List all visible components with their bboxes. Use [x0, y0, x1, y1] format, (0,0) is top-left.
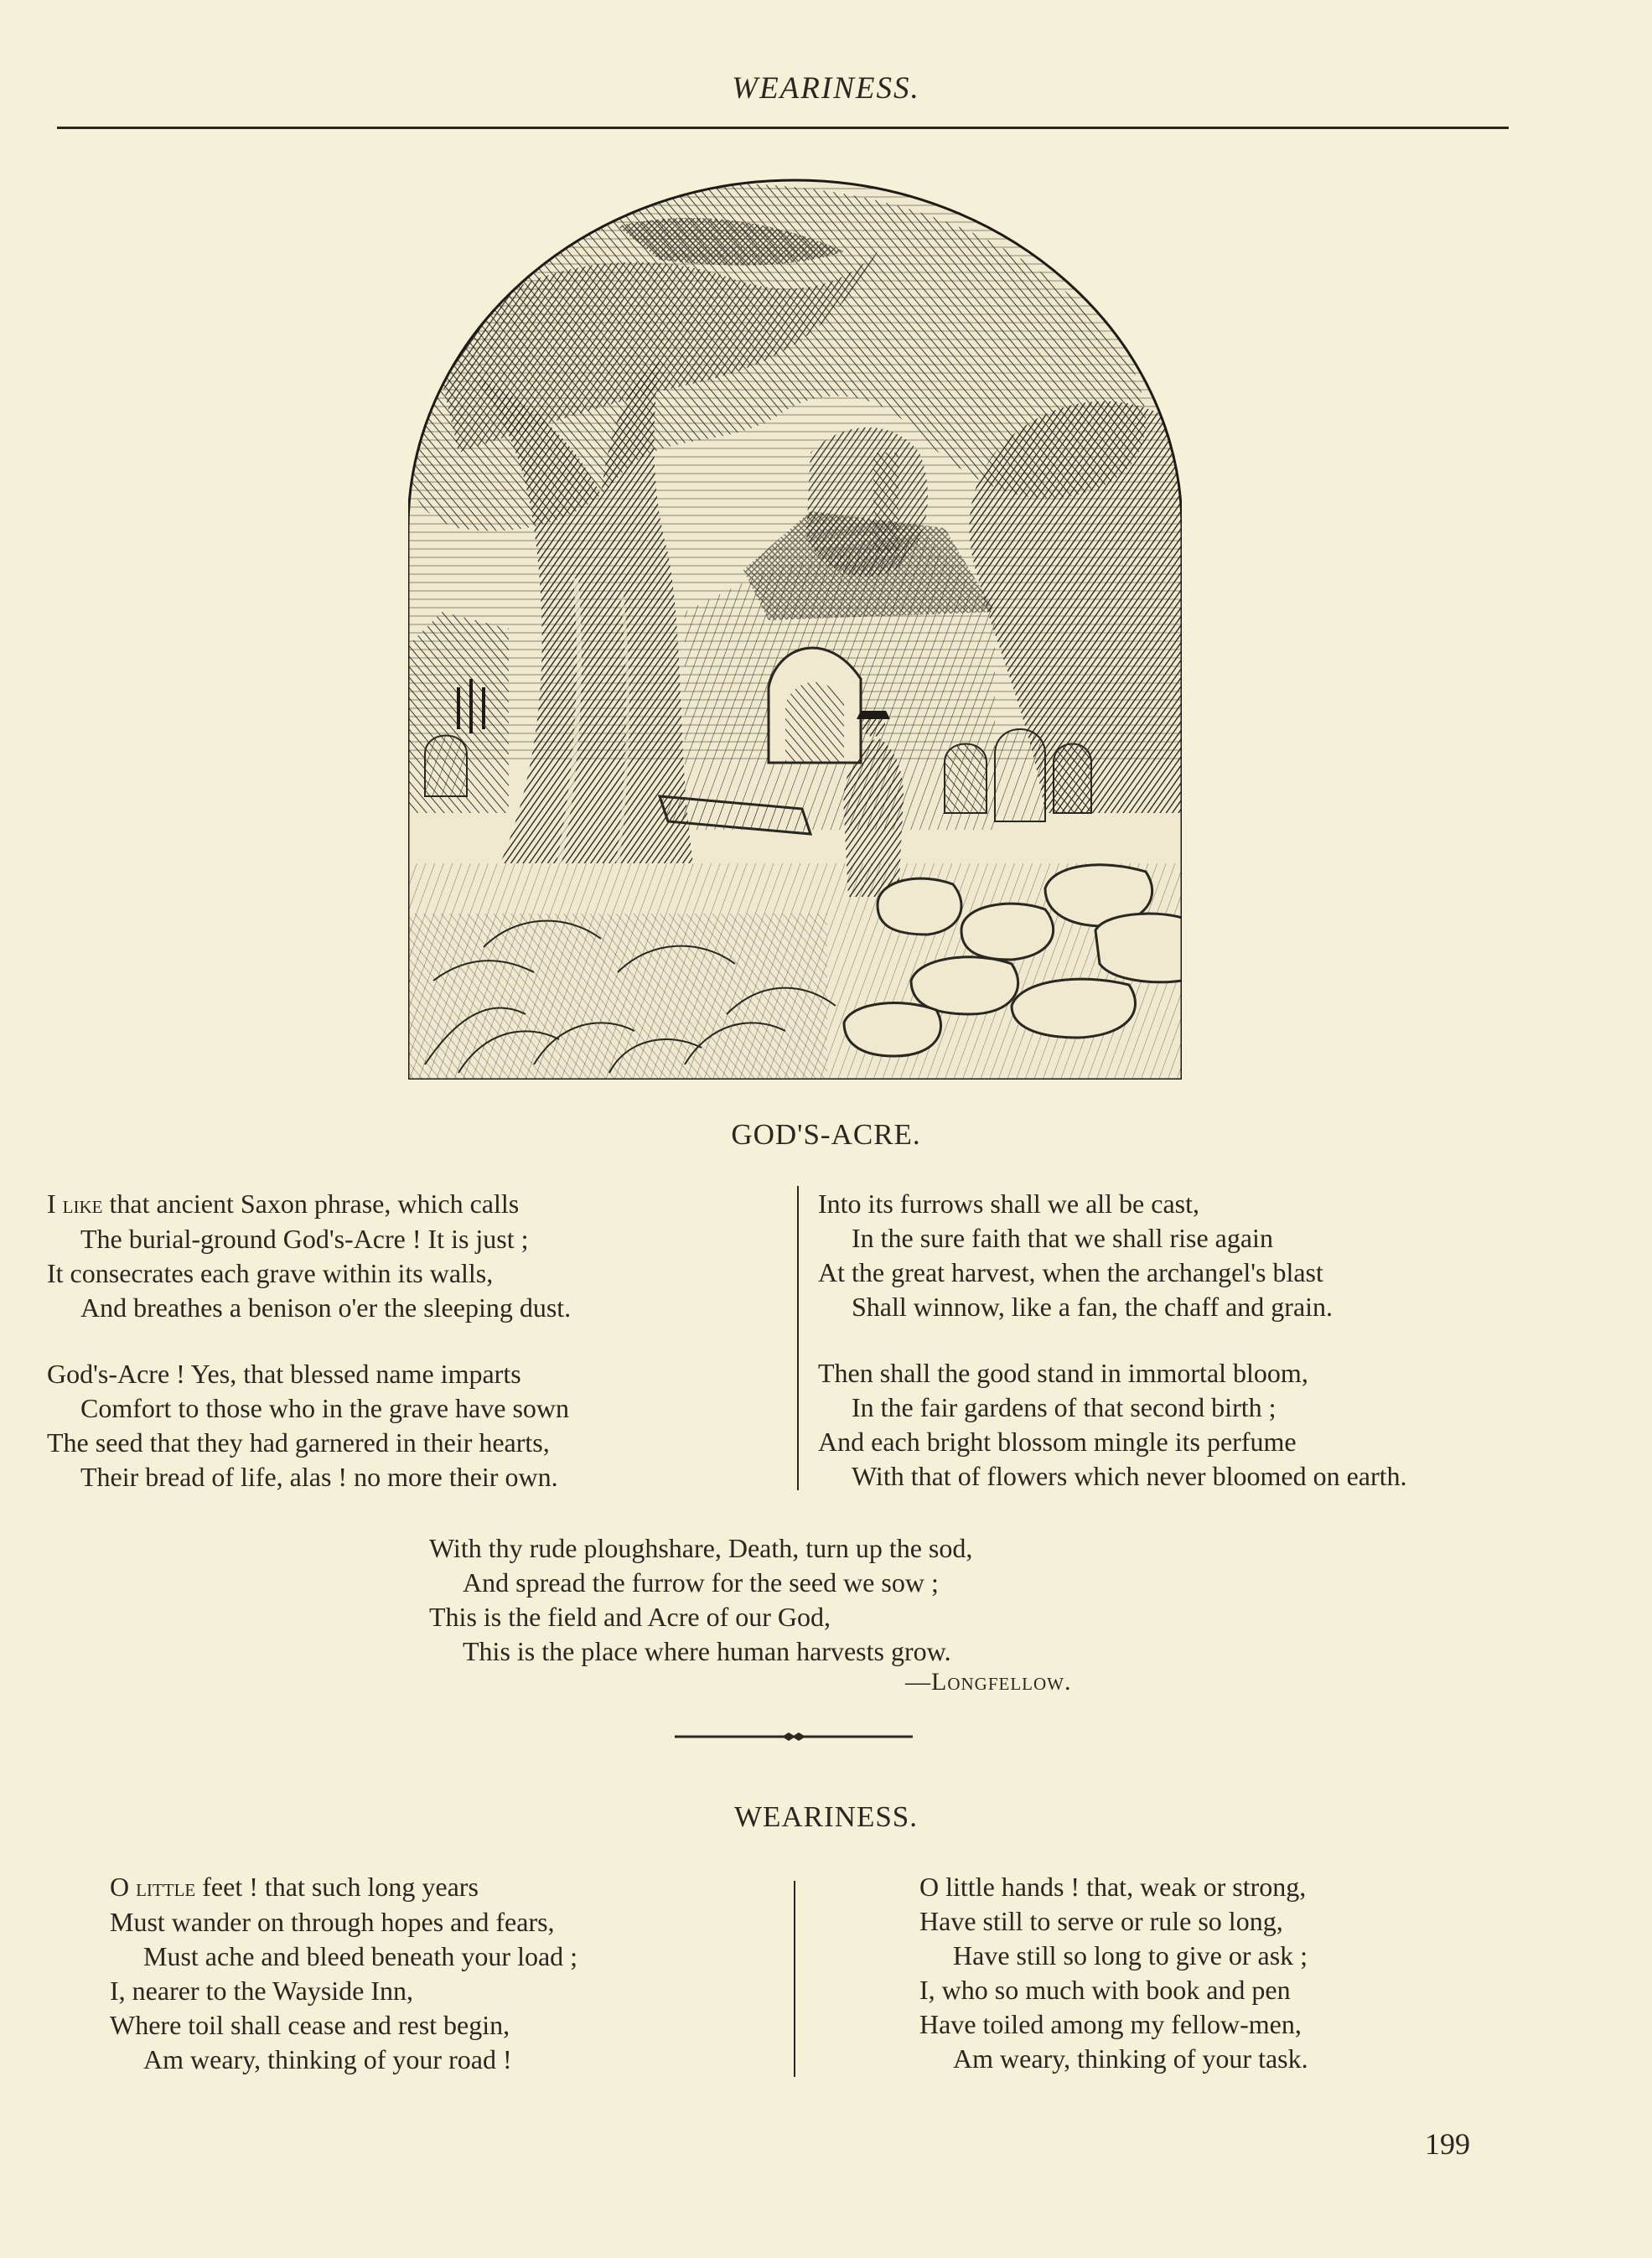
- verse-line: This is the field and Acre of our God,: [429, 1602, 831, 1632]
- verse-line: It consecrates each grave within its walls,: [47, 1258, 494, 1288]
- verse-line: O little hands ! that, weak or strong,: [919, 1872, 1307, 1902]
- weariness-right-column: [919, 1870, 1308, 2076]
- verse-line: The seed that they had garnered in their hearts,: [47, 1427, 550, 1458]
- verse-line: At the great harvest, when the archangel's blast: [818, 1257, 1323, 1287]
- verse-line: I, who so much with book and pen: [919, 1975, 1291, 2005]
- churchyard-engraving: [408, 176, 1182, 1080]
- verse-line: I, nearer to the Wayside Inn,: [110, 1976, 414, 2006]
- verse-line: Have toiled among my fellow-men,: [919, 2009, 1302, 2039]
- verse-line: Then shall the good stand in immortal bloom,: [818, 1358, 1308, 1388]
- verse-line: This is the place where human harvests grow.: [463, 1636, 951, 1666]
- verse-line: Their bread of life, alas ! no more their own.: [80, 1462, 558, 1492]
- verse-line: And spread the furrow for the seed we sow ;: [463, 1567, 939, 1598]
- verse-line: Must ache and bleed beneath your load ;: [143, 1941, 578, 1971]
- verse-line: I like that ancient Saxon phrase, which calls: [47, 1189, 520, 1219]
- poem-title-weariness: WEARINESS.: [733, 1800, 919, 1833]
- verse-line: Am weary, thinking of your task.: [953, 2043, 1308, 2074]
- verse-line: Where toil shall cease and rest begin,: [110, 2010, 510, 2040]
- running-head: WEARINESS.: [732, 71, 920, 106]
- page-number: 199: [1425, 2127, 1470, 2161]
- verse-line: Have still so long to give or ask ;: [953, 1940, 1308, 1971]
- verse-line: Must wander on through hopes and fears,: [110, 1907, 555, 1937]
- verse-line: Comfort to those who in the grave have sown: [80, 1393, 569, 1423]
- verse-line: With thy rude ploughshare, Death, turn up the sod,: [429, 1533, 973, 1563]
- column-divider: [797, 1186, 799, 1490]
- verse-line: Into its furrows shall we all be cast,: [818, 1189, 1199, 1219]
- verse-line: Shall winnow, like a fan, the chaff and grain.: [852, 1292, 1334, 1322]
- head-rule: [57, 127, 1509, 129]
- verse-line: With that of flowers which never bloomed on earth.: [852, 1461, 1407, 1491]
- poem-title-gods-acre: GOD'S-ACRE.: [731, 1118, 921, 1151]
- column-divider: [794, 1881, 795, 2077]
- verse-line: God's-Acre ! Yes, that blessed name imparts: [47, 1359, 521, 1389]
- verse-line: And each bright blossom mingle its perfume: [818, 1427, 1297, 1457]
- gods-acre-right-column: [818, 1187, 1407, 1494]
- verse-line: In the sure faith that we shall rise again: [852, 1223, 1273, 1253]
- weariness-left-column: [110, 1870, 577, 2077]
- ornamental-divider: [675, 1731, 913, 1743]
- verse-line: And breathes a benison o'er the sleeping dust.: [80, 1292, 572, 1323]
- verse-line: In the fair gardens of that second birth ;: [852, 1392, 1277, 1422]
- gods-acre-final-stanza: [429, 1531, 972, 1669]
- verse-line: The burial-ground God's-Acre ! It is just ;: [80, 1224, 529, 1254]
- verse-line: O little feet ! that such long years: [110, 1872, 479, 1902]
- verse-line: Have still to serve or rule so long,: [919, 1906, 1283, 1936]
- attribution-longfellow: —Longfellow.: [905, 1668, 1072, 1696]
- gods-acre-left-column: [47, 1187, 571, 1494]
- verse-line: Am weary, thinking of your road !: [143, 2044, 512, 2074]
